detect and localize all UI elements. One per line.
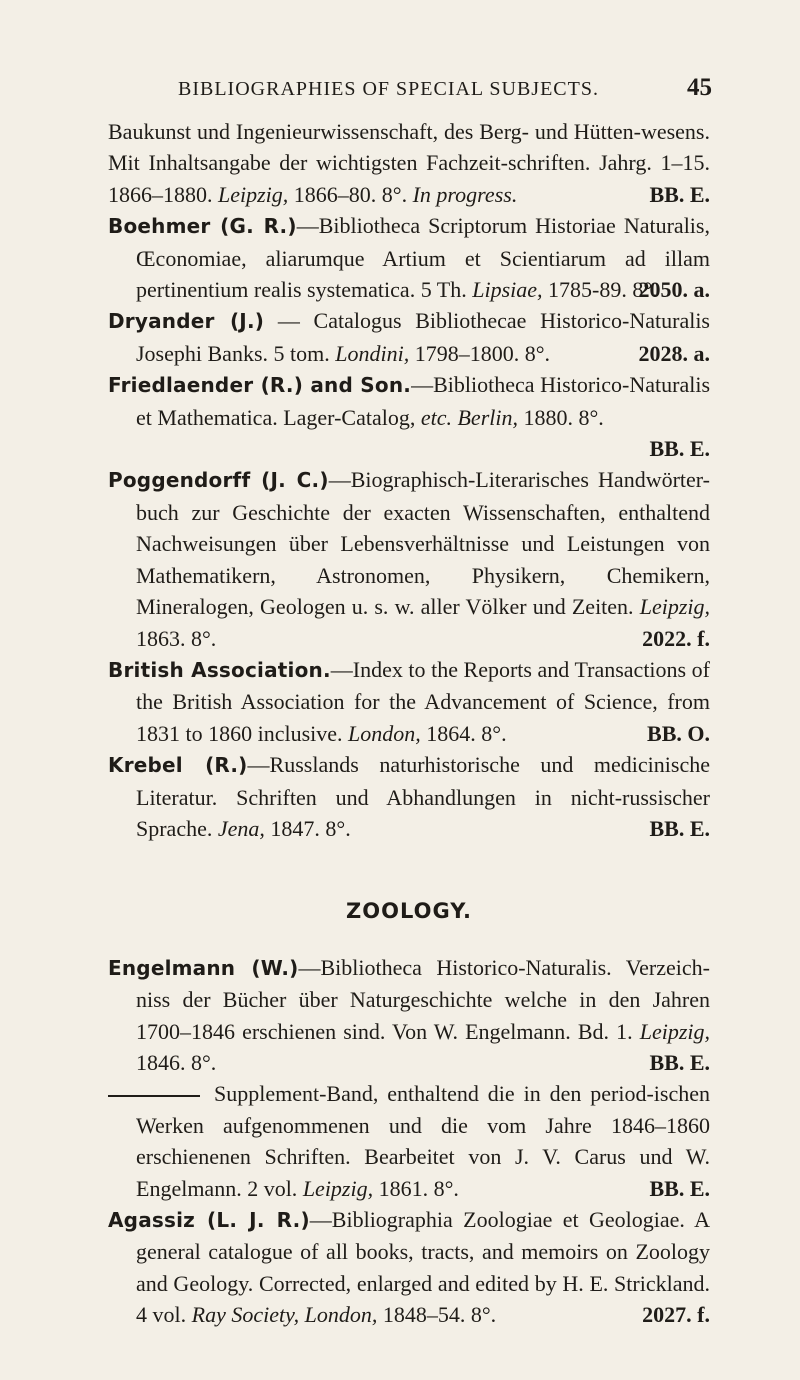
bibliography-entry: Boehmer (G. R.)—Bibliotheca Scriptorum Historiae Naturalis, Œconomiae, aliarumque Artium et Scientiarum ad illam pertinentium realis systematica. 5 Th. Lipsiae, 1785-89. 8°. 2050. a. (108, 210, 710, 305)
pressmark: BB. E. (649, 436, 710, 462)
bibliography-entries (108, 116, 710, 1331)
entry-author: Boehmer (G. R.) (108, 214, 297, 239)
page-number: 45 (687, 74, 712, 101)
entry-author: Dryander (J.) (108, 309, 265, 334)
entry-author: Krebel (R.) (108, 753, 248, 778)
pressmark: 2022. f. (642, 625, 710, 651)
entry-note: In progress. (412, 181, 518, 207)
pressmark: BB. O. (647, 720, 710, 746)
pressmark: 2028. a. (638, 340, 710, 366)
entry-author: Agassiz (L. J. R.) (108, 1208, 310, 1232)
bibliography-entry: Baukunst und Ingenieurwissenschaft, des Berg- und Hütten-wesens. Mit Inhaltsangabe der wichtigsten Fachzeit-schriften. Jahrg. 1–15. 1866–1880. Leipzig, 1866–80. 8°. In progress. BB. E. (108, 116, 710, 210)
pressmark: BB. E. (649, 181, 710, 207)
running-header (0, 74, 800, 112)
pressmark: 2027. f. (642, 1302, 710, 1328)
entry-author: Friedlaender (R.) and Son. (108, 373, 412, 398)
bibliography-entry: British Association.—Index to the Reports and Transactions of the British Association for the Advancement of Science, from 1831 to 1860 inclusive. London, 1864. 8°. BB. O. (108, 654, 710, 749)
ditto-rule (108, 1095, 200, 1097)
bibliography-entry: Krebel (R.)—Russlands naturhistorische und medicinische Literatur. Schriften und Abhandlungen in nicht-russischer Sprache. Jena, 1847. 8°. BB. E. (108, 749, 710, 844)
entry-author: British Association. (108, 657, 331, 682)
bibliography-entry: Agassiz (L. J. R.)—Bibliographia Zoologiae et Geologiae. A general catalogue of all books, tracts, and memoirs on Zoology and Geology. Corrected, enlarged and edited by H. E. Strickland. 4 vol. Ray Society, London, 1848–54. 8°. 2027. f. (108, 1204, 710, 1331)
pressmark: BB. E. (649, 1049, 710, 1075)
bibliography-entry: Supplement-Band, enthaltend die in den period-ischen Werken aufgenommenen und die vom Jahre 1846–1860 erschienenen Schriften. Bearbeitet von J. V. Carus und W. Engelmann. 2 vol. Leipzig, 1861. 8°. BB. E. (108, 1078, 710, 1204)
bibliography-entry: Friedlaender (R.) and Son.—Bibliotheca Historico-Naturalis et Mathematica. Lager-Catalog, etc. Berlin, 1880. 8°. BB. E. (108, 369, 710, 433)
bibliography-entry: Engelmann (W.)—Bibliotheca Historico-Naturalis. Verzeich-niss der Bücher über Naturgeschichte welche in den Jahren 1700–1846 erschienen sind. Von W. Engelmann. Bd. 1. Leipzig, 1846. 8°. BB. E. (108, 952, 710, 1079)
pressmark: BB. E. (649, 815, 710, 841)
entry-author: Engelmann (W.) (108, 955, 299, 980)
pressmark: 2050. a. (638, 277, 710, 303)
bibliography-entry: Poggendorff (J. C.)—Biographisch-Literarisches Handwörter-buch zur Geschichte der exacten Wissenschaften, enthaltend Nachweisungen über Lebensverhältnisse und Leistungen von Mathematikern, Astronomen, Physikern, Chemikern, Mineralogen, Geologen u. s. w. aller Völker und Zeiten. Leipzig, 1863. 8°. 2022. f. (108, 464, 710, 653)
section-heading: ZOOLOGY. (346, 899, 472, 924)
bibliography-entry: Dryander (J.) — Catalogus Bibliothecae Historico-Naturalis Josephi Banks. 5 tom. Londini, 1798–1800. 8°. 2028. a. (108, 305, 710, 369)
pressmark: BB. E. (649, 1175, 710, 1201)
running-title: BIBLIOGRAPHIES OF SPECIAL SUBJECTS. (178, 78, 599, 100)
entry-author: Poggendorff (J. C.) (108, 468, 329, 493)
